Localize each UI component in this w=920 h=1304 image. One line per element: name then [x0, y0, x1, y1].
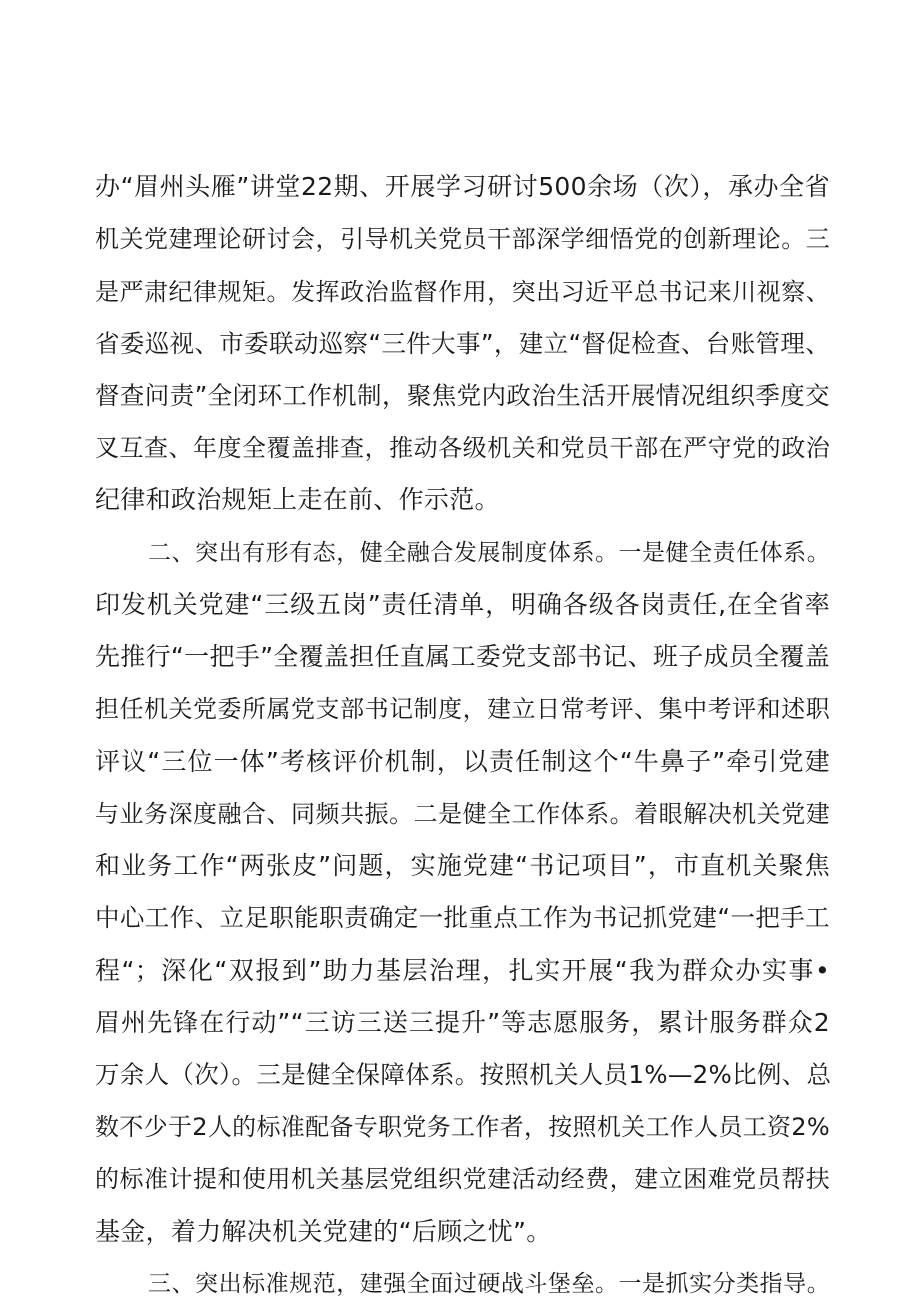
text-line-11: 担任机关党委所属党支部书记制度，建立日常考评、集中考评和述职 [95, 695, 830, 723]
text-line-1: 办“眉州头雁”讲堂22期、开展学习研讨500余场（次），承办全省 [95, 172, 830, 201]
text-line-15: 中心工作、立足职能职责确定一批重点工作为书记抓党建“一把手工 [95, 903, 830, 932]
text-line-6: 叉互查、年度全覆盖排查，推动各级机关和党员干部在严守党的政治 [95, 434, 830, 462]
text-line-3: 是严肃纪律规矩。发挥政治监督作用，突出习近平总书记来川视察、 [95, 278, 830, 306]
paragraph-3-first-line: 三、突出标准规范，建强全面过硬战斗堡垒。一是抓实分类指导。 [148, 1271, 830, 1297]
paragraph-2-first-line: 二、突出有形有态，健全融合发展制度体系。一是健全责任体系。 [148, 540, 830, 566]
text-line-13: 与业务深度融合、同频共振。二是健全工作体系。着眼解决机关党建 [95, 800, 830, 828]
text-line-10: 先推行“一把手”全覆盖担任直属工委党支部书记、班子成员全覆盖 [95, 642, 830, 671]
text-line-21: 基金，着力解决机关党建的“后顾之忧”。 [95, 1217, 552, 1246]
text-line-17: 眉州先锋在行动”“三访三送三提升”等志愿服务，累计服务群众2 [95, 1008, 830, 1037]
text-line-19: 数不少于2人的标准配备专职党务工作者，按照机关工作人员工资2% [95, 1113, 830, 1141]
text-line-4: 省委巡视、市委联动巡察“三件大事”，建立“督促检查、台账管理、 [95, 329, 830, 358]
text-line-16: 程“；深化“双报到”助力基层治理，扎实开展“我为群众办实事• [95, 956, 830, 985]
text-line-7: 纪律和政治规矩上走在前、作示范。 [95, 485, 500, 514]
text-line-14: 和业务工作“两张皮”问题，实施党建“书记项目”，市直机关聚焦 [95, 851, 830, 880]
text-line-12: 评议“三位一体”考核评价机制，以责任制这个“牛鼻子”牵引党建 [95, 747, 830, 776]
text-line-9: 印发机关党建“三级五岗”责任清单，明确各级各岗责任,在全省率 [95, 590, 830, 619]
text-line-20: 的标准计提和使用机关基层党组织党建活动经费，建立困难党员帮扶 [95, 1165, 830, 1193]
text-line-18: 万余人（次）。三是健全保障体系。按照机关人员1%—2%比例、总 [95, 1060, 832, 1089]
text-line-5: 督查问责”全闭环工作机制，聚焦党内政治生活开展情况组织季度交 [95, 381, 830, 410]
text-line-2: 机关党建理论研讨会，引导机关党员干部深学细悟党的创新理论。三 [95, 225, 830, 253]
